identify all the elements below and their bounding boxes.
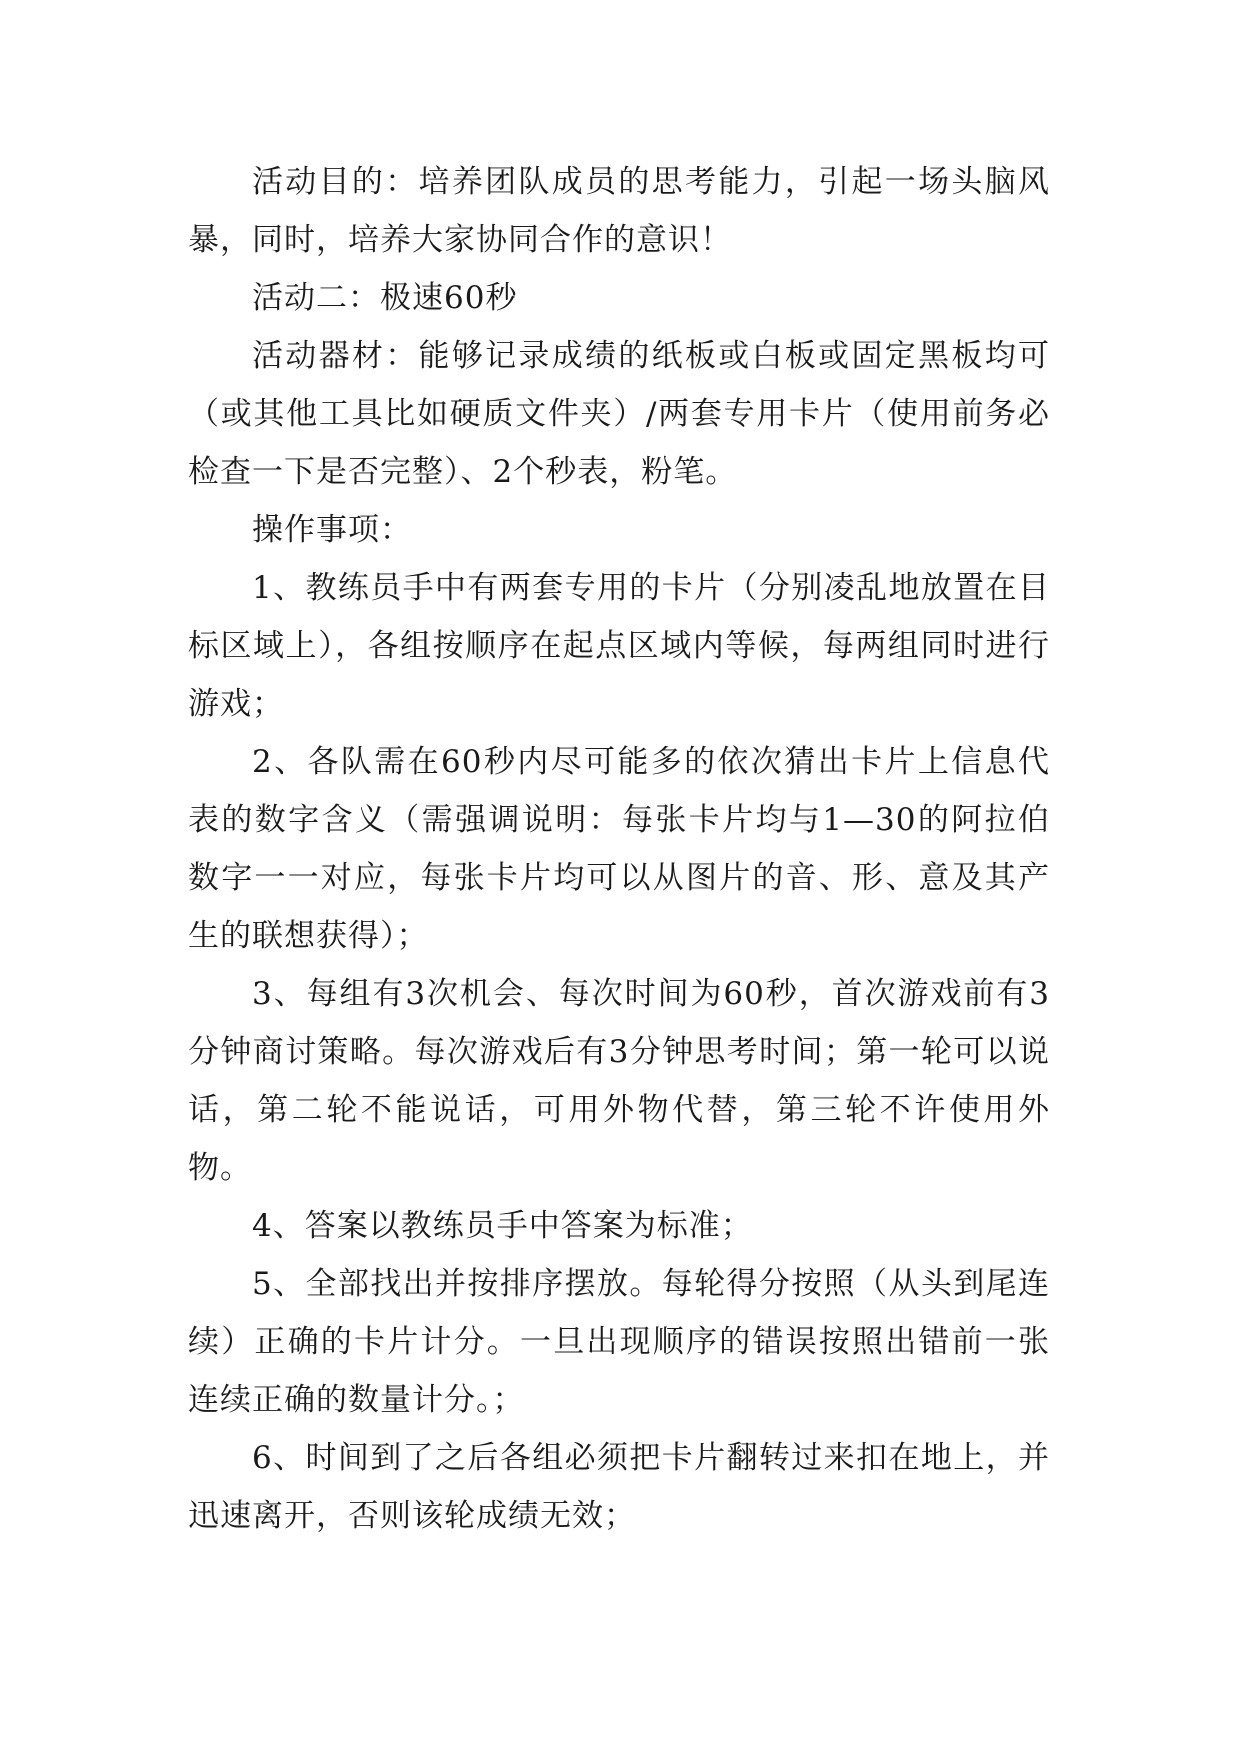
document-body <box>188 153 1050 1545</box>
paragraph-step-6: 6、时间到了之后各组必须把卡片翻转过来扣在地上，并迅速离开，否则该轮成绩无效； <box>188 1440 1050 1534</box>
paragraph-activity-two-title: 活动二：极速60秒 <box>252 280 518 316</box>
paragraph-step-5: 5、全部找出并按排序摆放。每轮得分按照（从头到尾连续）正确的卡片计分。一旦出现顺序的错误按照出错前一张连续正确的数量计分。； <box>188 1266 1050 1418</box>
paragraph-step-4: 4、答案以教练员手中答案为标准； <box>252 1208 753 1244</box>
paragraph-step-1: 1、教练员手中有两套专用的卡片（分别凌乱地放置在目标区域上），各组按顺序在起点区域内等候，每两组同时进行游戏； <box>188 570 1050 722</box>
paragraph-step-2: 2、各队需在60秒内尽可能多的依次猜出卡片上信息代表的数字含义（需强调说明：每张卡片均与1—30的阿拉伯数字一一对应，每张卡片均可以从图片的音、形、意及其产生的联想获得）； <box>188 744 1050 954</box>
paragraph-activity-goal: 活动目的：培养团队成员的思考能力，引起一场头脑风暴，同时，培养大家协同合作的意识！ <box>188 164 1050 258</box>
paragraph-equipment: 活动器材：能够记录成绩的纸板或白板或固定黑板均可（或其他工具比如硬质文件夹）/两套专用卡片（使用前务必检查一下是否完整）、2个秒表，粉笔。 <box>188 338 1050 490</box>
paragraph-operation-heading: 操作事项： <box>252 512 412 548</box>
paragraph-step-3: 3、每组有3次机会、每次时间为60秒，首次游戏前有3分钟商讨策略。每次游戏后有3分钟思考时间；第一轮可以说话，第二轮不能说话，可用外物代替，第三轮不许使用外物。 <box>188 976 1050 1186</box>
